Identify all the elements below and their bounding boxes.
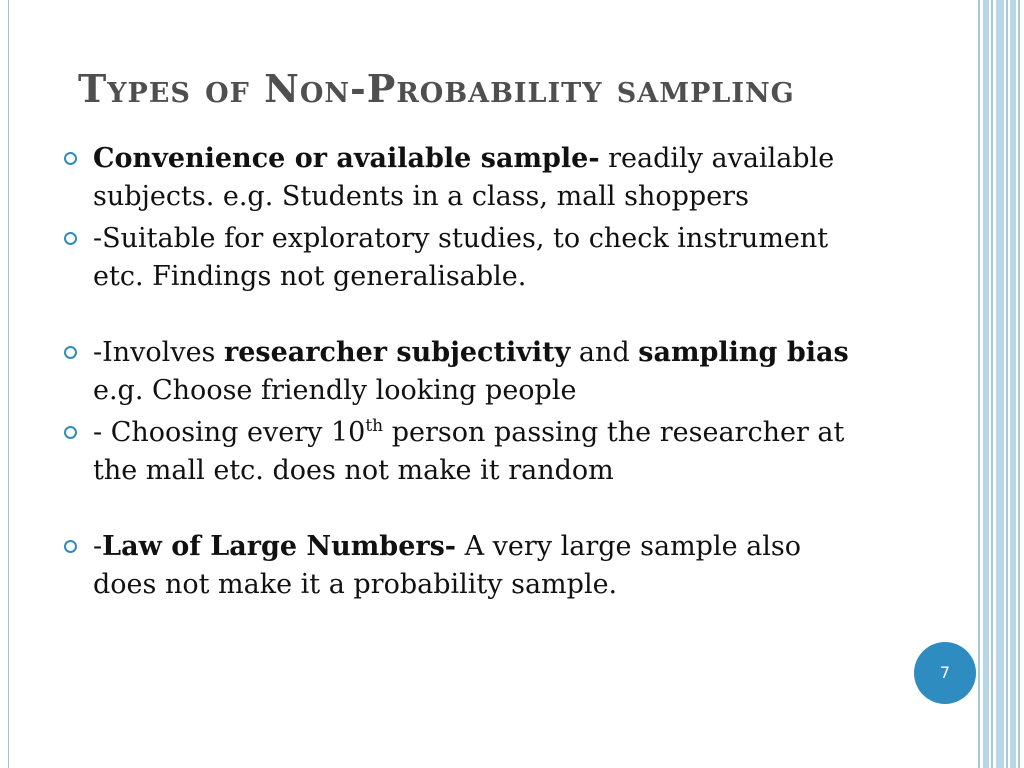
bullet-bold-term: researcher subjectivity: [224, 337, 571, 368]
right-frame-stripe: [991, 0, 993, 768]
bullet-text: - Choosing every 10: [93, 417, 366, 448]
bullet-bold-term: sampling bias: [638, 337, 849, 368]
bullet-text: and: [570, 337, 639, 368]
bullet-bold-term: Convenience or available sample-: [93, 143, 600, 174]
bullet-text: person passing the researcher at the mall etc. does not make it random: [93, 417, 845, 486]
bullet-bold-term: Law of Large Numbers-: [102, 531, 456, 562]
bullet-text: e.g. Choose friendly looking people: [93, 375, 577, 406]
page-number-badge: 7: [914, 642, 976, 704]
right-frame-stripe: [1010, 0, 1016, 768]
bullet-item: [64, 220, 864, 296]
bullet-text: readily available subjects. e.g. Students in a class, mall shoppers: [93, 143, 835, 212]
right-frame-stripe: [983, 0, 989, 768]
bullet-ring-icon: [64, 232, 77, 245]
right-frame-stripe: [1018, 0, 1020, 768]
bullet-ring-icon: [64, 152, 77, 165]
bullet-text: -Suitable for exploratory studies, to check instrument etc. Findings not generalisable.: [93, 223, 829, 292]
slide-title: Types of Non-Probability sampling: [78, 66, 795, 111]
right-frame-stripe: [996, 0, 1004, 768]
bullet-item: [64, 140, 864, 216]
bullet-ring-icon: [64, 540, 77, 553]
bullet-item: [64, 528, 864, 604]
bullet-list: [64, 140, 864, 604]
superscript: th: [365, 416, 384, 436]
bullet-item: [64, 334, 864, 410]
right-frame-stripe: [1006, 0, 1008, 768]
right-frame-stripe: [978, 0, 980, 768]
left-frame-line: [8, 0, 9, 768]
bullet-text: -: [93, 531, 103, 562]
bullet-item: [64, 414, 864, 490]
bullet-text: A very large sample also does not make it a probability sample.: [93, 531, 802, 600]
bullet-ring-icon: [64, 346, 77, 359]
bullet-text: -Involves: [93, 337, 224, 368]
bullet-ring-icon: [64, 426, 77, 439]
